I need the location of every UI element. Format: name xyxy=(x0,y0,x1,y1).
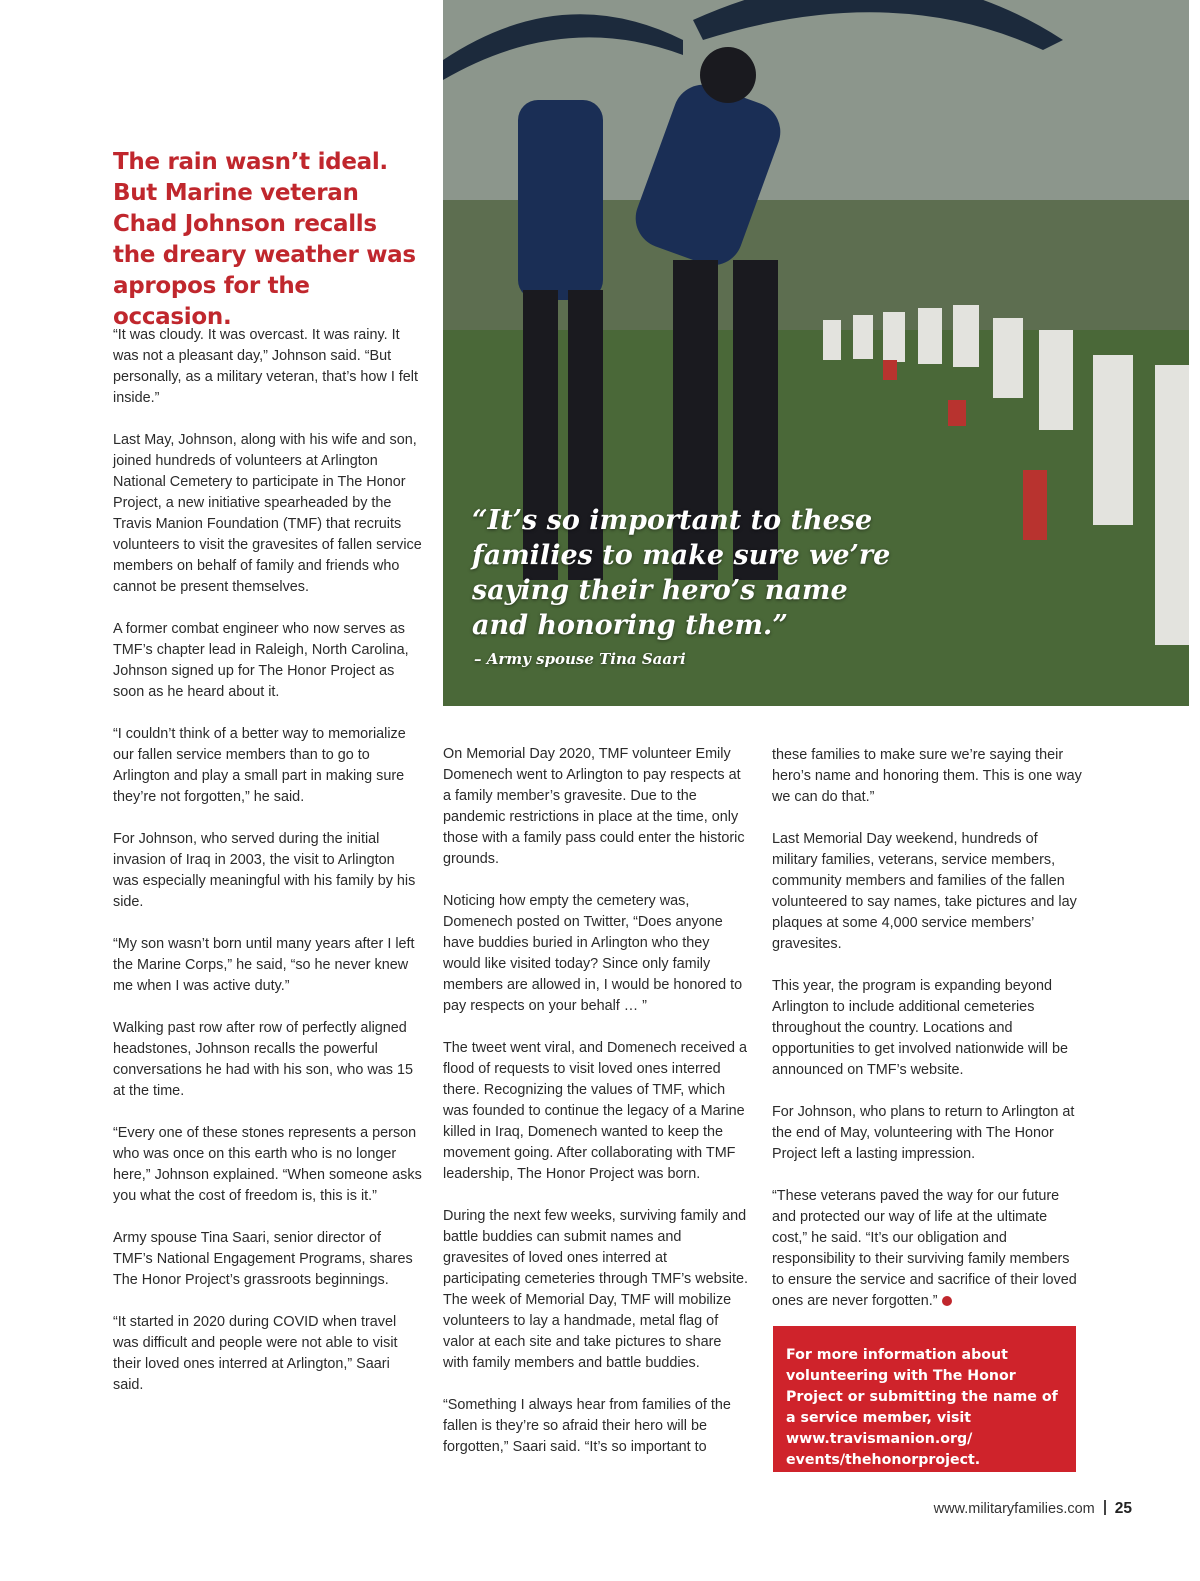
more-info-box xyxy=(773,1326,1076,1472)
end-of-article-icon xyxy=(942,1296,952,1306)
footer-divider xyxy=(1104,1500,1106,1515)
paragraph: “It was cloudy. It was overcast. It was rainy. It was not a pleasant day,” Johnson said. “But personally, as a military veteran, that’s how I felt inside.” xyxy=(113,327,419,406)
article-column-3 xyxy=(772,745,1082,1333)
paragraph: Noticing how empty the cemetery was, Domenech posted on Twitter, “Does anyone have buddies buried in Arlington who they would like visited today? Since only family members are allowed in, I would be honored to pay respects on your behalf … ” xyxy=(443,893,743,1014)
article-headline: The rain wasn’t ideal. But Marine veteran Chad Johnson recalls the dreary weather was apropos for the occasion. xyxy=(113,149,416,330)
pull-quote: “It’s so important to these families to make sure we’re saying their hero’s name and honoring them.” xyxy=(472,505,891,641)
paragraph: Army spouse Tina Saari, senior director of TMF’s National Engagement Programs, shares The Honor Project’s grassroots beginnings. xyxy=(113,1230,413,1288)
closing-text: “These veterans paved the way for our future and protected our way of life at the ultimate cost,” he said. “It’s our obligation and responsibility to their surviving family members to ensure the service and sacrifice of their loved ones are never forgotten.” xyxy=(772,1188,1077,1309)
page-number: 25 xyxy=(1114,1500,1132,1517)
pull-quote-attribution: – Army spouse Tina Saari xyxy=(474,650,686,668)
paragraph: For Johnson, who plans to return to Arlington at the end of May, volunteering with The Honor Project left a lasting impression. xyxy=(772,1104,1075,1162)
paragraph: A former combat engineer who now serves as TMF’s chapter lead in Raleigh, North Carolina, Johnson signed up for The Honor Project as soon as he heard about it. xyxy=(113,621,409,700)
paragraph: For Johnson, who served during the initial invasion of Iraq in 2003, the visit to Arlington was especially meaningful with his family by his side. xyxy=(113,831,416,910)
paragraph: “I couldn’t think of a better way to memorialize our fallen service members than to go to Arlington and play a small part in making sure they’re not forgotten,” he said. xyxy=(113,726,406,805)
paragraph: “Every one of these stones represents a person who was once on this earth who is no longer here,” Johnson explained. “When someone asks you what the cost of freedom is, this is it.” xyxy=(113,1125,422,1204)
article-column-1 xyxy=(113,325,423,1417)
paragraph: “Something I always hear from families of the fallen is they’re so afraid their hero will be forgotten,” Saari said. “It’s so important to xyxy=(443,1397,731,1455)
paragraph: This year, the program is expanding beyond Arlington to include additional cemeteries throughout the country. Locations and opportunities to get involved nationwide will be announced on TMF’s website. xyxy=(772,978,1068,1078)
article-column-2 xyxy=(443,744,748,1479)
paragraph: During the next few weeks, surviving family and battle buddies can submit names and gravesites of loved ones interred at participating cemeteries through TMF’s website. The week of Memorial Day, TMF will mobilize volunteers to lay a handmade, metal flag of valor at each site and take pictures to share with family members and battle buddies. xyxy=(443,1208,749,1371)
paragraph: “It started in 2020 during COVID when travel was difficult and people were not able to visit their loved ones interred at Arlington,” Saari said. xyxy=(113,1314,398,1393)
closing-paragraph xyxy=(772,1186,1082,1312)
paragraph: these families to make sure we’re saying their hero’s name and honoring them. This is one way we can do that.” xyxy=(772,747,1082,805)
more-info-text: For more information about volunteering with The Honor Project or submitting the name of a service member, visit www.travismanion.org/ events/thehonorproject. xyxy=(786,1347,1058,1468)
paragraph: On Memorial Day 2020, TMF volunteer Emily Domenech went to Arlington to pay respects at a family member’s gravesite. Due to the pandemic restrictions in place at the time, only those with a family pass could enter the historic grounds. xyxy=(443,746,745,867)
paragraph: Last May, Johnson, along with his wife and son, joined hundreds of volunteers at Arlington National Cemetery to participate in The Honor Project, a new initiative spearheaded by the Travis Manion Foundation (TMF) that recruits volunteers to visit the gravesites of fallen service members on behalf of family and friends who cannot be present themselves. xyxy=(113,432,422,595)
paragraph: The tweet went viral, and Domenech received a flood of requests to visit loved ones interred there. Recognizing the values of TMF, which was founded to continue the legacy of a Marine killed in Iraq, Domenech wanted to keep the movement going. After collaborating with TMF leadership, The Honor Project was born. xyxy=(443,1040,747,1182)
paragraph: Last Memorial Day weekend, hundreds of military families, veterans, service members, community members and families of the fallen volunteered to say names, take pictures and lay plaques at some 4,000 service members’ gravesites. xyxy=(772,831,1077,952)
paragraph: Walking past row after row of perfectly aligned headstones, Johnson recalls the powerful conversations he had with his son, who was 15 at the time. xyxy=(113,1020,413,1099)
footer-website: www.militaryfamilies.com xyxy=(933,1501,1095,1517)
page-footer xyxy=(934,1500,1132,1518)
paragraph: “My son wasn’t born until many years after I left the Marine Corps,” he said, “so he never knew me when I was active duty.” xyxy=(113,936,415,994)
